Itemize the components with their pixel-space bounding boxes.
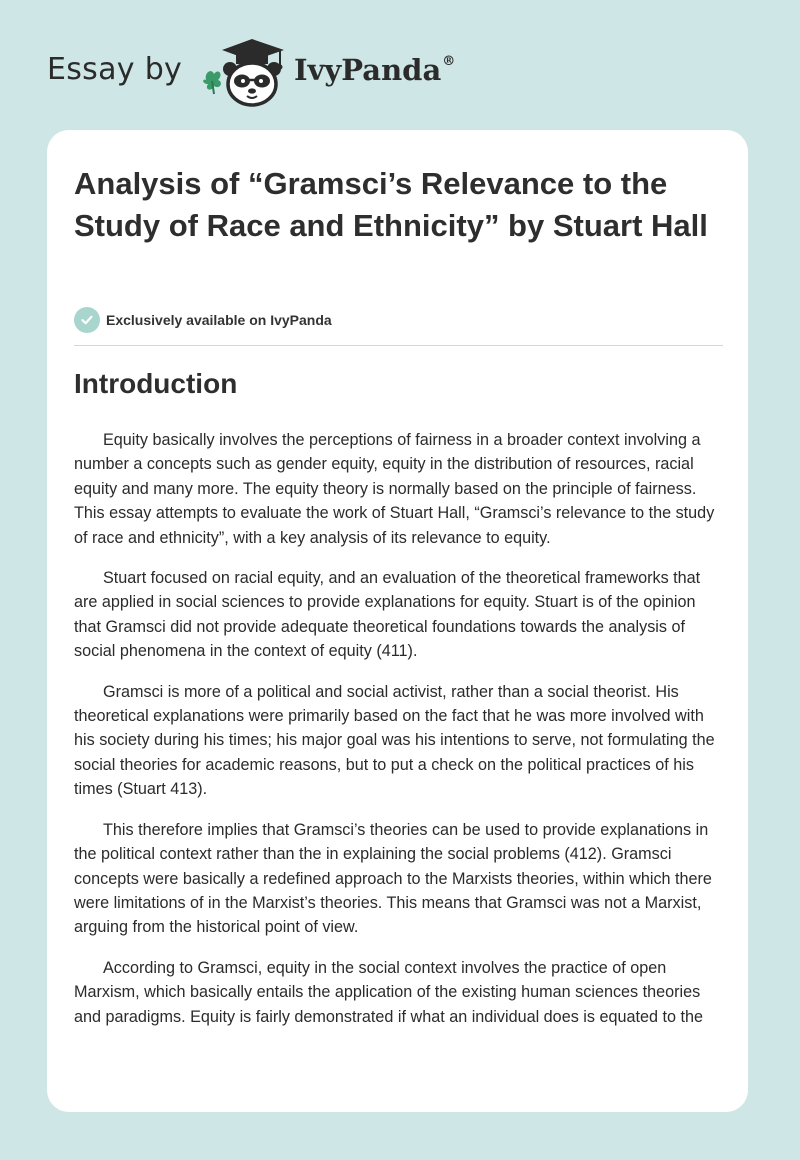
divider [74,345,723,346]
paragraph: According to Gramsci, equity in the social context involves the practice of open Marxism, which basically entails the application of the existing human sciences theories and paradigms. Equity is fairly demonstrated if what an individual does is equated to the [74,958,703,1026]
paragraph: Equity basically involves the perceptions of fairness in a broader context involving a number a concepts such as gender equity, equity in the distribution of resources, racial equity and many more. The equity theory is normally based on the principle of fairness. This essay attempts to evaluate the work of Stuart Hall, “Gramsci’s relevance to the study of race and ethnicity”, with a key analysis of its relevance to equity. [74,431,715,547]
panda-graduate-icon[interactable] [200,36,292,108]
paragraph: Gramsci is more of a political and social activist, rather than a social theorist. His theoretical explanations were primarily based on the fact that he was more involved with his society during his times; his major goal was his intentions to serve, not formulating the social theories for academic reasons, but to put a check on the political practices of his times (Stuart 413). [74,682,715,799]
site-header [0,0,800,130]
ivy-leaf-icon [203,71,221,94]
section-heading: Introduction [74,368,238,399]
essay-by-label: Essay by [47,52,183,87]
badge-text: Exclusively available on IvyPanda [106,312,332,328]
brand-name[interactable] [294,53,455,87]
article-body [74,428,726,1045]
paragraph: Stuart focused on racial equity, and an evaluation of the theoretical frameworks that are applied in social sciences to provide explanations for equity. Stuart is of the opinion that Gramsci did not provide adequate theoretical foundations towards the analysis of social phenomena in the context of equity (411). [74,569,701,661]
check-circle-icon [74,307,100,333]
article-title: Analysis of “Gramsci’s Relevance to the Study of Race and Ethnicity” by Stuart Hall [74,166,708,243]
registered-mark: ® [442,54,456,70]
article-card [47,130,748,1112]
paragraph: This therefore implies that Gramsci’s theories can be used to provide explanations in the political context rather than the in explaining the social problems (412). Gramsci concepts were basically a redefined approach to the Marxists theories, within which there were limitations of in the Marxist’s theories. This means that Gramsci was not a Marxist, arguing from the historical point of view. [74,820,712,937]
brand-text: IvyPanda [294,53,442,87]
exclusive-badge [74,306,332,334]
